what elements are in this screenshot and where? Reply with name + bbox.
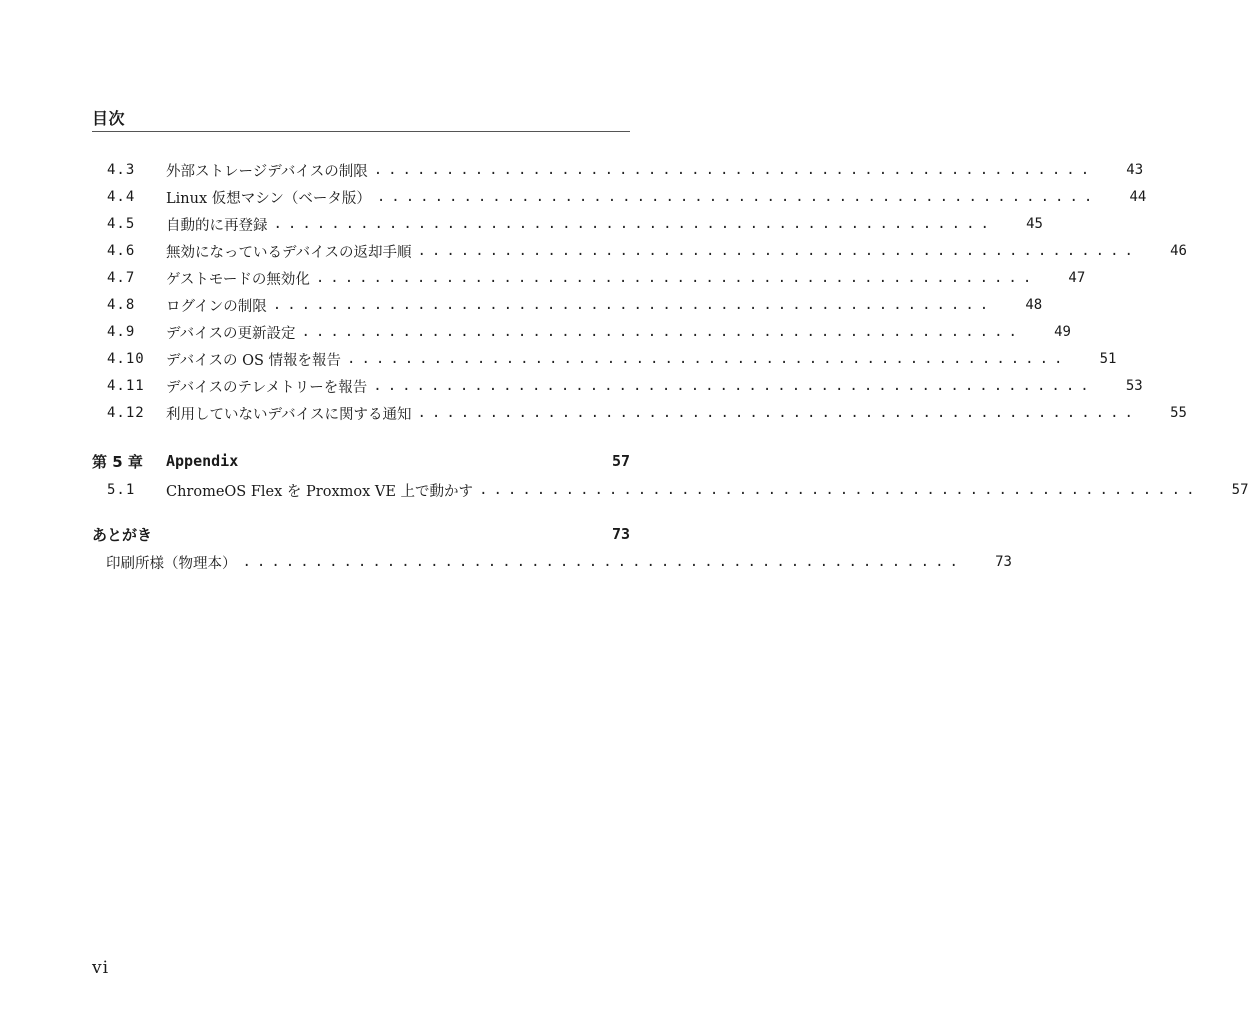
dot-leader: .................................................. <box>373 378 1095 394</box>
toc-chapter[interactable] <box>92 521 630 547</box>
entry-page: 51 <box>1099 351 1117 367</box>
chapter-page: 57 <box>611 452 630 470</box>
toc-entry[interactable] <box>92 238 1187 264</box>
entry-number: 4.4 <box>107 189 136 205</box>
dot-leader: .................................................. <box>273 216 995 232</box>
entry-page: 47 <box>1068 270 1086 286</box>
entry-number: 4.11 <box>107 378 145 394</box>
toc-entry[interactable] <box>92 211 1043 237</box>
entry-title: 自動的に再登録 <box>166 217 268 234</box>
entry-number: 4.7 <box>107 270 136 286</box>
entry-page: 48 <box>1025 297 1043 313</box>
entry-number: 4.5 <box>107 216 136 232</box>
entry-number: 4.9 <box>107 324 136 340</box>
entry-page: 55 <box>1170 405 1187 421</box>
entry-number: 4.10 <box>107 351 145 367</box>
toc-entry[interactable] <box>92 292 1043 318</box>
entry-number: 4.3 <box>107 162 136 178</box>
entry-number: 4.8 <box>107 297 136 313</box>
entry-page: 45 <box>1026 216 1043 232</box>
toc-entry[interactable] <box>92 157 1144 183</box>
entry-title: ゲストモードの無効化 <box>166 271 310 288</box>
dot-leader: .................................................. <box>417 405 1139 421</box>
dot-leader: .................................................. <box>242 554 964 570</box>
toc-entry[interactable] <box>92 319 1071 345</box>
dot-leader: .................................................. <box>301 324 1023 340</box>
dot-leader: .................................................. <box>347 351 1069 367</box>
entry-title: 利用していないデバイスに関する通知 <box>166 406 412 423</box>
chapter-title: あとがき <box>92 525 153 544</box>
dot-leader: .................................................. <box>272 297 995 313</box>
page-folio: vi <box>92 958 110 978</box>
entry-page: 73 <box>995 554 1012 570</box>
dot-leader: .................................................. <box>376 189 1099 205</box>
dot-leader: .................................................. <box>373 162 1096 178</box>
toc-entry[interactable] <box>92 373 1143 399</box>
entry-number: 4.6 <box>107 243 136 259</box>
chapter-title: Appendix <box>166 452 239 470</box>
entry-title: 印刷所様（物理本） <box>106 555 237 572</box>
toc-entry[interactable] <box>92 477 1249 503</box>
toc-entry[interactable] <box>92 549 1012 575</box>
toc-heading: 目次 <box>92 109 126 128</box>
toc-entry[interactable] <box>92 184 1147 210</box>
entry-title: ログインの制限 <box>166 298 267 315</box>
toc-entry[interactable] <box>92 265 1086 291</box>
entry-page: 49 <box>1054 324 1071 340</box>
entry-page: 46 <box>1170 243 1187 259</box>
toc-entry[interactable] <box>92 400 1187 426</box>
toc-chapter[interactable] <box>92 448 630 474</box>
dot-leader: .................................................. <box>315 270 1038 286</box>
entry-title: 外部ストレージデバイスの制限 <box>166 163 368 180</box>
entry-title: デバイスの OS 情報を報告 <box>166 352 342 369</box>
entry-title: ChromeOS Flex を Proxmox VE 上で動かす <box>166 483 474 500</box>
entry-title: Linux 仮想マシン（ベータ版） <box>166 190 371 207</box>
entry-number: 5.1 <box>107 482 136 498</box>
chapter-page: 73 <box>611 525 630 543</box>
entry-title: 無効になっているデバイスの返却手順 <box>166 244 412 261</box>
entry-title: デバイスの更新設定 <box>166 325 296 342</box>
toc-entry[interactable] <box>92 346 1117 372</box>
heading-rule <box>92 131 630 132</box>
entry-page: 44 <box>1129 189 1147 205</box>
dot-leader: .................................................. <box>417 243 1139 259</box>
entry-number: 4.12 <box>107 405 145 421</box>
entry-title: デバイスのテレメトリーを報告 <box>166 379 368 396</box>
entry-page: 43 <box>1126 162 1144 178</box>
entry-page: 53 <box>1125 378 1143 394</box>
chapter-number: 第 5 章 <box>92 452 143 471</box>
dot-leader: .................................................. <box>479 482 1201 498</box>
entry-page: 57 <box>1231 482 1249 498</box>
